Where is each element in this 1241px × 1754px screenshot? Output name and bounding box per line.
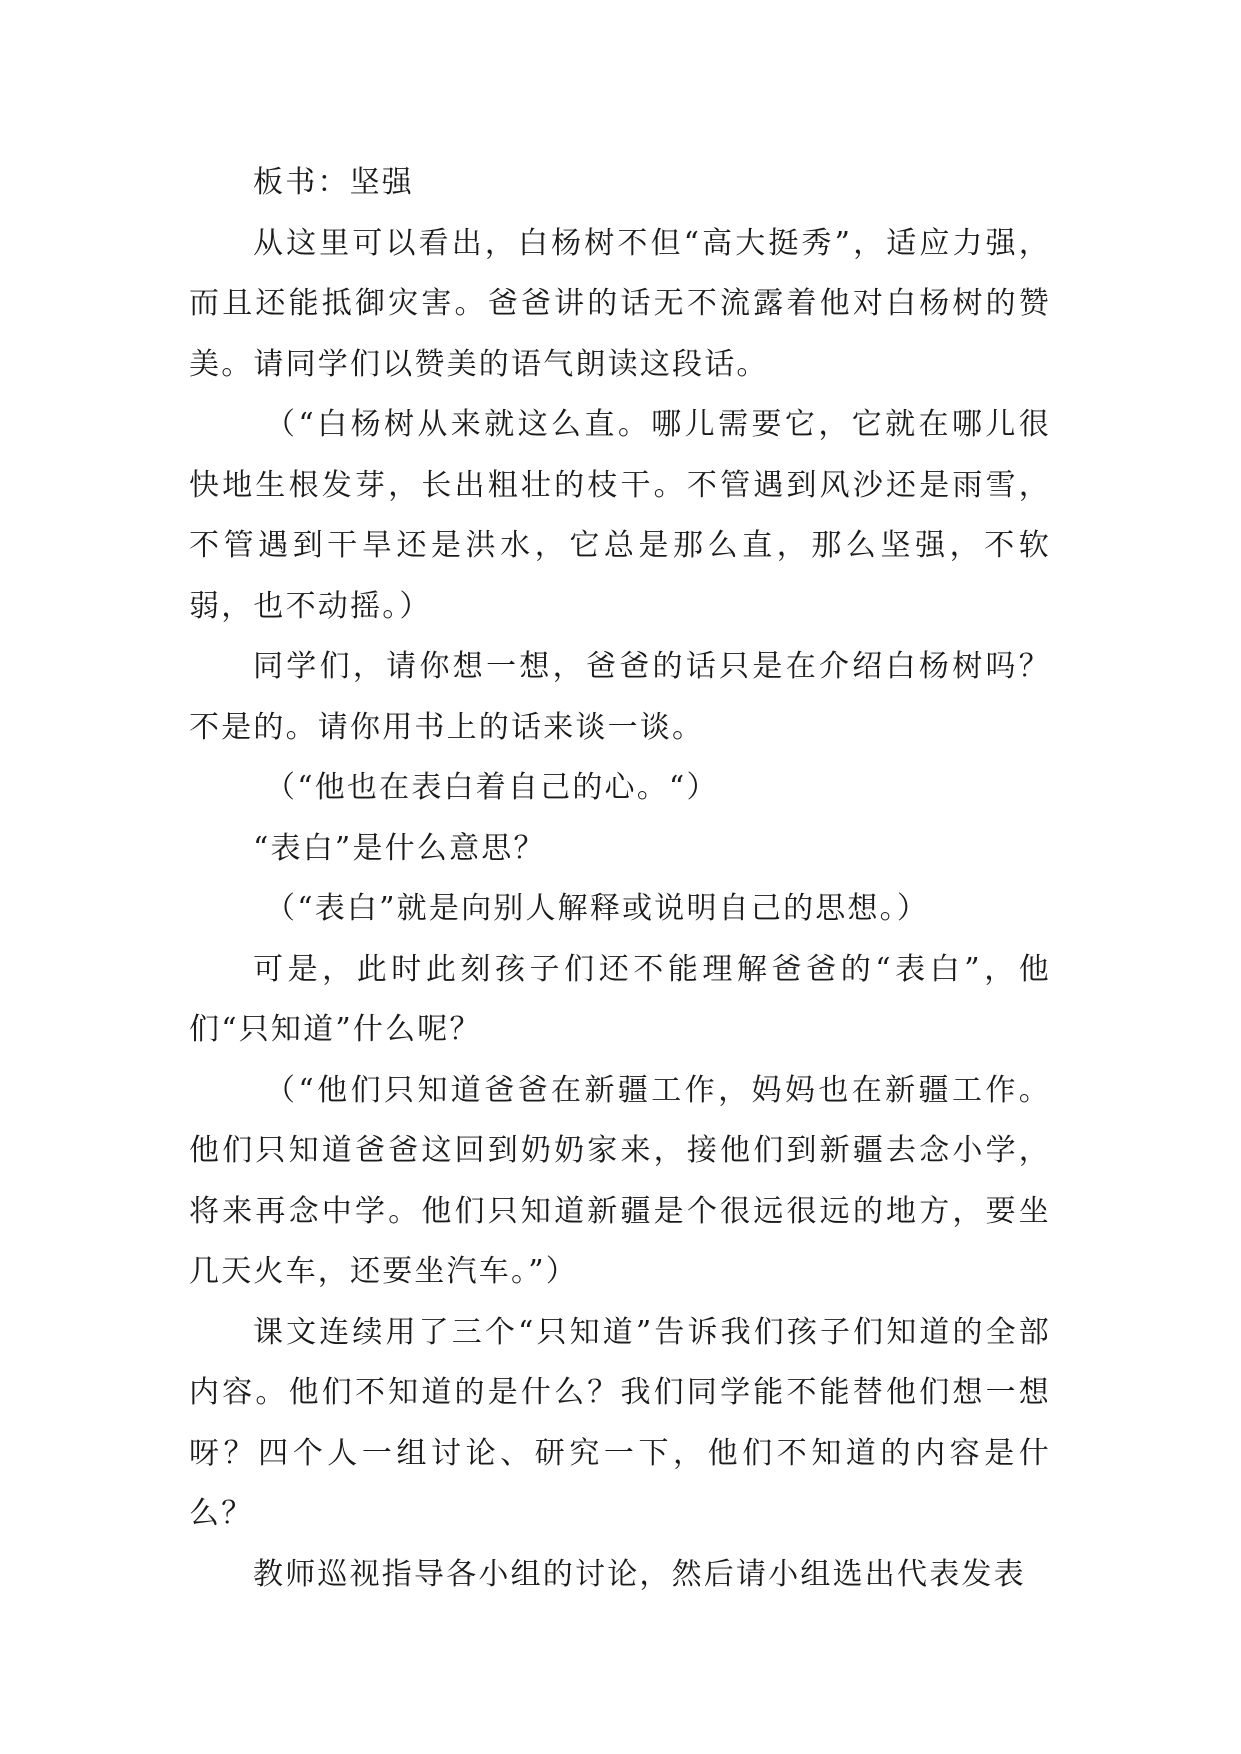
quote-meaning: （“表白”就是向别人解释或说明自己的思想。）	[265, 891, 930, 926]
board-note: 板书：坚强	[253, 165, 414, 200]
quote-heart: （“他也在表白着自己的心。“）	[265, 770, 719, 805]
quote-xinjiang: （“他们只知道爸爸在新疆工作，妈妈也在新疆工作。他们只知道爸爸这回到奶奶家来，接他们到新疆去念小学，将来再念中学。他们只知道新疆是个很远很远的地方，要坐几天火车，还要坐汽车。”）	[189, 1072, 1051, 1289]
quote-poplar: （“白杨树从来就这么直。哪儿需要它，它就在哪儿很快地生根发芽，长出粗壮的枝干。不管遇到风沙还是雨雪，不管遇到干旱还是洪水，它总是那么直，那么坚强，不软弱，也不动摇。）	[189, 407, 1051, 624]
paragraph-meaning-question: “表白”是什么意思？	[253, 830, 546, 866]
paragraph-discussion: 课文连续用了三个“只知道”告诉我们孩子们知道的全部内容。他们不知道的是什么？我们同学能不能替他们想一想呀？四个人一组讨论、研究一下，他们不知道的内容是什么？	[189, 1314, 1051, 1531]
paragraph-praise: 从这里可以看出，白杨树不但“高大挺秀”，适应力强，而且还能抵御灾害。爸爸讲的话无不流露着他对白杨树的赞美。请同学们以赞美的语气朗读这段话。	[189, 225, 1051, 382]
paragraph-teacher: 教师巡视指导各小组的讨论，然后请小组选出代表发表	[253, 1556, 1026, 1592]
paragraph-question: 同学们，请你想一想，爸爸的话只是在介绍白杨树吗？不是的。请你用书上的话来谈一谈。	[189, 649, 1051, 745]
paragraph-only-know: 可是，此时此刻孩子们还不能理解爸爸的“表白”，他们“只知道”什么呢？	[189, 951, 1051, 1047]
document-body	[189, 153, 1051, 1605]
